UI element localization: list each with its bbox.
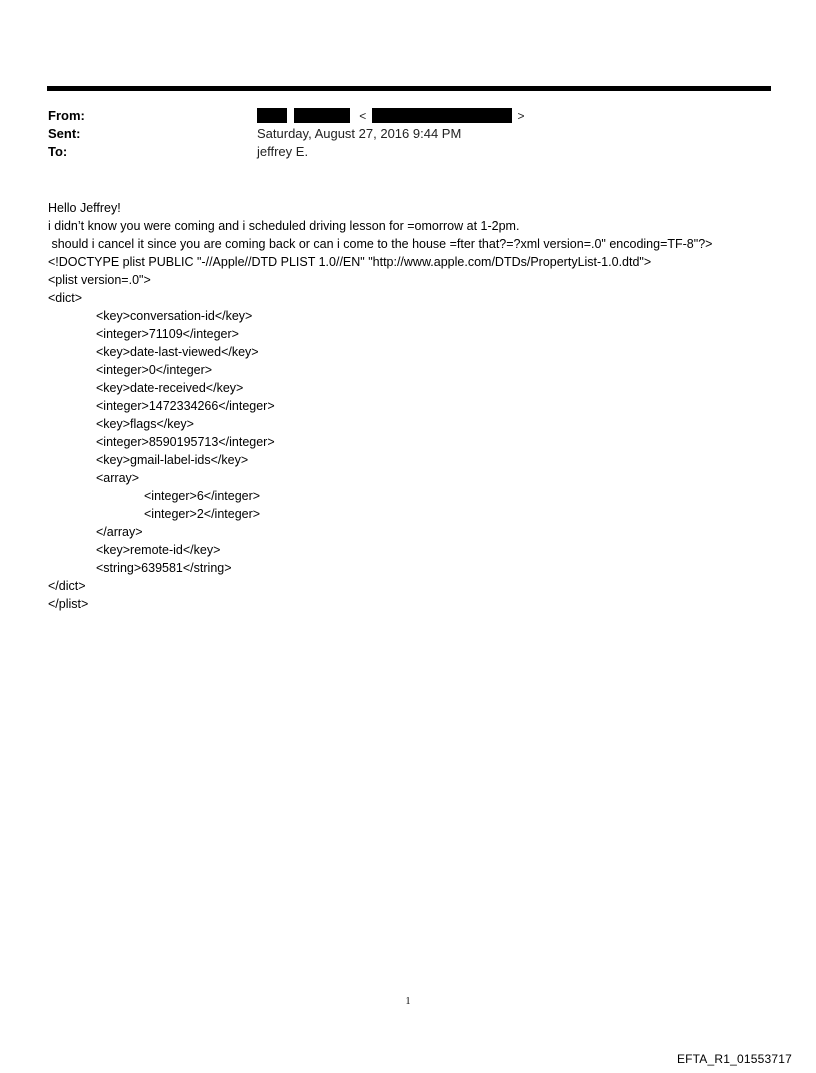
from-open-angle: < xyxy=(359,109,367,123)
doctype-line: <!DOCTYPE plist PUBLIC "-//Apple//DTD PLIST 1.0//EN" "http://www.apple.com/DTDs/PropertyList-1.0.dtd"> xyxy=(48,255,652,269)
plist-value-line: <integer>1472334266</integer> xyxy=(96,399,275,413)
array-open-line: <array> xyxy=(96,471,140,485)
redaction-bar xyxy=(294,108,350,123)
from-close-angle: > xyxy=(517,109,525,123)
to-value: jeffrey E. xyxy=(257,144,309,159)
message-line: should i cancel it since you are coming back or can i come to the house =fter that?=?xml version=.0" encoding=TF-8"?> xyxy=(48,237,713,251)
plist-key-line: <key>gmail-label-ids</key> xyxy=(96,453,249,467)
plist-key-line: <key>date-last-viewed</key> xyxy=(96,345,259,359)
sent-value: Saturday, August 27, 2016 9:44 PM xyxy=(257,126,462,141)
dict-open-line: <dict> xyxy=(48,291,83,305)
array-item-line: <integer>6</integer> xyxy=(144,489,261,503)
plist-value-line: <integer>8590195713</integer> xyxy=(96,435,275,449)
dict-close-line: </dict> xyxy=(48,579,86,593)
plist-key-line: <key>date-received</key> xyxy=(96,381,244,395)
greeting-line: Hello Jeffrey! xyxy=(48,201,121,215)
plist-key-line: <key>remote-id</key> xyxy=(96,543,221,557)
array-close-line: </array> xyxy=(96,525,143,539)
plist-close-line: </plist> xyxy=(48,597,89,611)
page-number: 1 xyxy=(405,996,411,1007)
email-header xyxy=(48,107,768,161)
plist-line: <plist version=.0"> xyxy=(48,273,151,287)
header-rule xyxy=(47,86,771,91)
plist-key-line: <key>conversation-id</key> xyxy=(96,309,253,323)
to-label: To: xyxy=(48,144,68,159)
from-row xyxy=(48,107,768,125)
plist-value-line: <string>639581</string> xyxy=(96,561,232,575)
message-body xyxy=(48,199,788,613)
from-value xyxy=(257,107,525,125)
plist-value-line: <integer>0</integer> xyxy=(96,363,213,377)
array-item-line: <integer>2</integer> xyxy=(144,507,261,521)
redaction-bar xyxy=(257,108,287,123)
from-label: From: xyxy=(48,108,85,123)
message-line: i didn’t know you were coming and i scheduled driving lesson for =omorrow at 1-2pm. xyxy=(48,219,520,233)
document-id: EFTA_R1_01553717 xyxy=(676,1052,792,1066)
plist-value-line: <integer>71109</integer> xyxy=(96,327,239,341)
sent-label: Sent: xyxy=(48,126,81,141)
redaction-bar xyxy=(372,108,512,123)
plist-key-line: <key>flags</key> xyxy=(96,417,194,431)
sent-row xyxy=(48,125,768,143)
to-row xyxy=(48,143,768,161)
